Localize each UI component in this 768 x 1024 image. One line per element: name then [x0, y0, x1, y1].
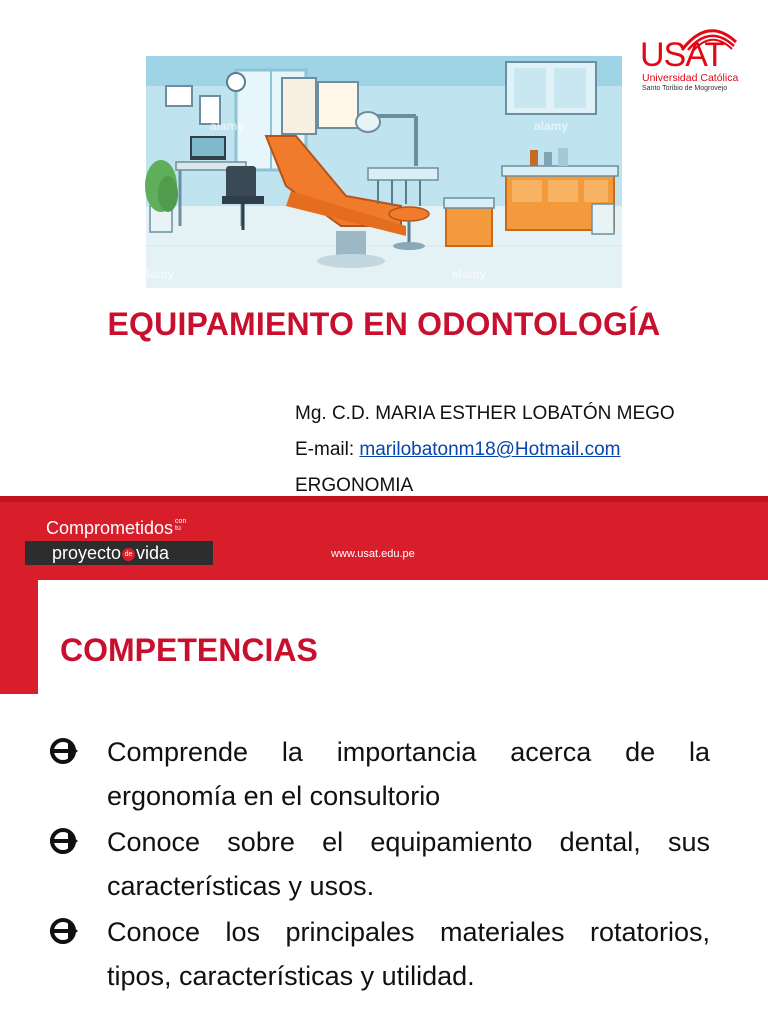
tagline-bottom — [52, 541, 169, 565]
author-name: Mg. C.D. MARIA ESTHER LOBATÓN MEGO — [295, 403, 675, 424]
competencias-slide — [0, 580, 768, 1024]
bullet-text: Conoce sobre el equipamiento dental, sus características y usos. — [107, 827, 710, 901]
arrow-circle-icon — [50, 918, 80, 944]
logo-university-name: Universidad Católica — [642, 72, 739, 84]
svg-text:alamy: alamy — [452, 267, 487, 281]
competencias-list — [50, 730, 710, 1000]
svg-text:alamy: alamy — [534, 119, 569, 133]
tagline-de-badge: de — [122, 548, 135, 561]
email-line — [295, 432, 675, 468]
tagline-small — [175, 518, 186, 532]
list-item — [50, 820, 710, 908]
tagline-small-a: con — [175, 518, 187, 525]
email-link[interactable]: marilobatonm18@Hotmail.com — [359, 439, 621, 460]
usat-logo — [640, 22, 740, 102]
tagline-proyecto: proyecto — [52, 543, 122, 563]
svg-text:alamy: alamy — [210, 119, 245, 133]
tagline-top — [46, 518, 186, 539]
logo-university-name-2: Santo Toribio de Mogrovejo — [642, 85, 728, 92]
svg-text:alamy: alamy — [140, 267, 175, 281]
website-url[interactable]: www.usat.edu.pe — [331, 548, 415, 560]
list-item — [50, 730, 710, 818]
dental-clinic-illustration — [140, 56, 622, 288]
logo-wordmark: USAT — [640, 36, 725, 74]
bullet-text: Comprende la importancia acerca de la ergonomía en el consultorio — [107, 737, 710, 811]
section-title: COMPETENCIAS — [60, 632, 318, 668]
accent-bar — [0, 580, 38, 694]
presentation-title: EQUIPAMIENTO EN ODONTOLOGÍA — [107, 306, 661, 342]
email-label: E-mail: — [295, 439, 360, 460]
bullet-text: Conoce los principales materiales rotatorios, tipos, características y utilidad. — [107, 917, 710, 991]
course-name: ERGONOMIA — [295, 475, 414, 496]
footer-band-edge — [0, 496, 768, 502]
arrow-circle-icon — [50, 828, 80, 854]
list-item — [50, 910, 710, 998]
tagline-word: Comprometidos — [46, 518, 174, 538]
arrow-circle-icon — [50, 738, 80, 764]
tagline-small-b: tu — [175, 525, 181, 532]
author-block — [295, 396, 675, 504]
tagline-vida: vida — [136, 543, 170, 563]
